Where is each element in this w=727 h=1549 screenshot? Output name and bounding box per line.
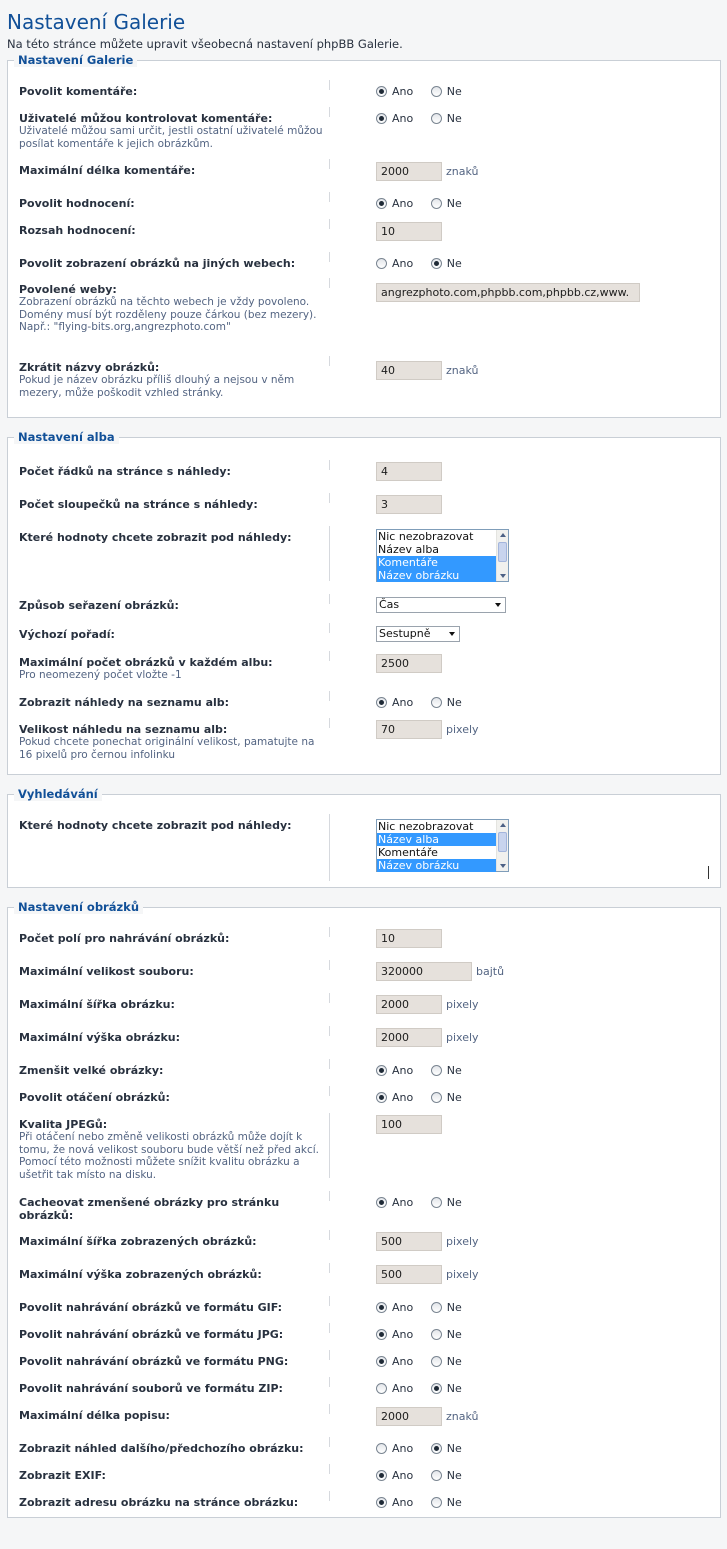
- page-intro: Na této stránce můžete upravit všeobecná nastavení phpBB Galerie.: [7, 37, 403, 51]
- jpeg-quality-input[interactable]: 100: [376, 1115, 442, 1134]
- radio-yes[interactable]: Ano: [376, 197, 413, 210]
- scroll-up-icon: [500, 823, 506, 827]
- setting-label: Povolit nahrávání obrázků ve formátu GIF:: [19, 1301, 283, 1314]
- listbox-option[interactable]: Komentáře: [378, 846, 438, 859]
- radio-no[interactable]: Ne: [431, 197, 462, 210]
- radio-checked-icon: [376, 113, 387, 124]
- rows-per-page-input[interactable]: 4: [376, 462, 442, 481]
- unit-label: pixely: [446, 1268, 479, 1281]
- setting-label: Povolit otáčení obrázků:: [19, 1091, 170, 1104]
- radio-unchecked-icon: [431, 1065, 442, 1076]
- listbox-scrollbar[interactable]: [496, 820, 508, 871]
- setting-label: Počet řádků na stránce s náhledy:: [19, 465, 231, 478]
- medium-height-input[interactable]: 500: [376, 1265, 442, 1284]
- setting-label: Povolit nahrávání souborů ve formátu ZIP:: [19, 1382, 283, 1395]
- upload-fields-input[interactable]: 10: [376, 929, 442, 948]
- radio-yes[interactable]: Ano: [376, 1469, 413, 1482]
- setting-label: Cacheovat zmenšené obrázky pro stránku obrázků:: [19, 1196, 280, 1222]
- radio-unchecked-icon: [431, 1197, 442, 1208]
- radio-yes[interactable]: Ano: [376, 1382, 413, 1395]
- setting-label: Počet polí pro nahrávání obrázků:: [19, 932, 230, 945]
- radio-unchecked-icon: [431, 697, 442, 708]
- sort-method-select[interactable]: Čas: [376, 597, 506, 613]
- setting-label: Počet sloupečků na stránce s náhledy:: [19, 498, 258, 511]
- unit-label: znaků: [446, 165, 479, 178]
- radio-no[interactable]: Ne: [431, 1091, 462, 1104]
- radio-yes[interactable]: Ano: [376, 112, 413, 125]
- radio-checked-icon: [431, 258, 442, 269]
- max-width-input[interactable]: 2000: [376, 995, 442, 1014]
- setting-label: Maximální šířka zobrazených obrázků:: [19, 1235, 257, 1248]
- setting-label: Maximální velikost souboru:: [19, 965, 194, 978]
- listbox-option[interactable]: Název obrázku: [377, 569, 496, 582]
- radio-unchecked-icon: [376, 1443, 387, 1454]
- listbox-scrollbar[interactable]: [496, 530, 508, 581]
- radio-yes[interactable]: Ano: [376, 1355, 413, 1368]
- radio-no[interactable]: Ne: [431, 696, 462, 709]
- listbox-option[interactable]: Název alba: [377, 833, 496, 846]
- max-height-input[interactable]: 2000: [376, 1028, 442, 1047]
- radio-checked-icon: [376, 86, 387, 97]
- setting-explain: Při otáčení nebo změně velikosti obrázků může dojít k tomu, že nová velikost souboru bude větší než před akcí. Pomocí této možnosti můžete snížit kvalitu obrázku a ušetřit tak místo na disku.: [19, 1131, 320, 1181]
- radio-no[interactable]: Ne: [431, 257, 462, 270]
- page-title: Nastavení Galerie: [7, 10, 186, 34]
- radio-unchecked-icon: [431, 198, 442, 209]
- setting-label: Povolit zobrazení obrázků na jiných webech:: [19, 257, 296, 270]
- setting-explain: Zobrazení obrázků na těchto webech je vždy povoleno. Domény musí být rozděleny pouze čárkou (bez mezery). Např.: "flying-bits.org,angrezphoto.com": [19, 296, 317, 333]
- radio-no[interactable]: Ne: [431, 85, 462, 98]
- radio-checked-icon: [376, 1065, 387, 1076]
- radio-no[interactable]: Ne: [431, 1328, 462, 1341]
- radio-unchecked-icon: [431, 1470, 442, 1481]
- search-thumb-display-listbox[interactable]: [376, 819, 509, 872]
- unit-label: pixely: [446, 1031, 479, 1044]
- unit-label: znaků: [446, 364, 479, 377]
- radio-yes[interactable]: Ano: [376, 1064, 413, 1077]
- chevron-down-icon: [449, 632, 455, 636]
- radio-no[interactable]: Ne: [431, 1196, 462, 1209]
- radio-yes[interactable]: Ano: [376, 1301, 413, 1314]
- unit-label: pixely: [446, 998, 479, 1011]
- section-legend-album: Nastavení alba: [14, 430, 119, 444]
- setting-label: Výchozí pořadí:: [19, 628, 115, 641]
- setting-explain: Pokud je název obrázku příliš dlouhý a nejsou v něm mezery, může poškodit vzhled stránky.: [19, 374, 295, 399]
- max-filesize-input[interactable]: 320000: [376, 962, 472, 981]
- default-order-select[interactable]: Sestupně: [376, 626, 460, 642]
- radio-unchecked-icon: [431, 86, 442, 97]
- radio-unchecked-icon: [431, 1302, 442, 1313]
- radio-no[interactable]: Ne: [431, 1496, 462, 1509]
- scroll-down-icon: [500, 574, 506, 578]
- radio-checked-icon: [376, 1197, 387, 1208]
- radio-checked-icon: [431, 1383, 442, 1394]
- setting-explain: Pro neomezený počet vložte -1: [19, 669, 182, 681]
- radio-yes[interactable]: Ano: [376, 1091, 413, 1104]
- radio-checked-icon: [376, 1470, 387, 1481]
- radio-checked-icon: [376, 1302, 387, 1313]
- radio-checked-icon: [376, 697, 387, 708]
- setting-label: Maximální délka komentáře:: [19, 164, 196, 177]
- comment-max-length-input[interactable]: 2000: [376, 162, 442, 181]
- max-images-input[interactable]: 2500: [376, 654, 442, 673]
- radio-unchecked-icon: [431, 1497, 442, 1508]
- setting-label: Způsob seřazení obrázků:: [19, 599, 179, 612]
- unit-label: pixely: [446, 1235, 479, 1248]
- setting-label: Zobrazit EXIF:: [19, 1469, 106, 1482]
- text-cursor: [708, 866, 709, 879]
- radio-unchecked-icon: [431, 113, 442, 124]
- radio-yes[interactable]: Ano: [376, 1196, 413, 1209]
- radio-yes[interactable]: Ano: [376, 257, 413, 270]
- setting-label: Maximální počet obrázků v každém albu:: [19, 656, 273, 669]
- setting-label: Povolit nahrávání obrázků ve formátu JPG:: [19, 1328, 284, 1341]
- radio-checked-icon: [376, 1356, 387, 1367]
- chevron-down-icon: [495, 603, 501, 607]
- setting-label: Které hodnoty chcete zobrazit pod náhledy:: [19, 531, 292, 544]
- shorten-names-input[interactable]: 40: [376, 361, 442, 380]
- setting-label: Povolené weby:: [19, 283, 117, 296]
- section-legend-search: Vyhledávání: [14, 787, 102, 801]
- listbox-option[interactable]: Nic nezobrazovat: [378, 530, 474, 543]
- setting-label: Maximální výška zobrazených obrázků:: [19, 1268, 262, 1281]
- album-settings-section: [7, 430, 721, 775]
- listbox-option[interactable]: Název alba: [378, 543, 440, 556]
- radio-no[interactable]: Ne: [431, 1442, 462, 1455]
- setting-label: Zmenšit velké obrázky:: [19, 1064, 164, 1077]
- image-settings-section: [7, 900, 721, 1518]
- medium-width-input[interactable]: 500: [376, 1232, 442, 1251]
- radio-checked-icon: [376, 1092, 387, 1103]
- setting-label: Uživatelé můžou kontrolovat komentáře:: [19, 112, 273, 125]
- radio-checked-icon: [376, 1497, 387, 1508]
- setting-label: Maximální délka popisu:: [19, 1409, 170, 1422]
- radio-yes[interactable]: Ano: [376, 85, 413, 98]
- radio-unchecked-icon: [431, 1092, 442, 1103]
- allowed-sites-input[interactable]: angrezphoto.com,phpbb.com,phpbb.cz,www.: [376, 283, 640, 302]
- radio-yes[interactable]: Ano: [376, 1496, 413, 1509]
- radio-yes[interactable]: Ano: [376, 1442, 413, 1455]
- setting-explain: Pokud chcete ponechat originální velikost, pamatujte na 16 pixelů pro černou infolinku: [19, 736, 315, 761]
- setting-label: Povolit nahrávání obrázků ve formátu PNG:: [19, 1355, 289, 1368]
- radio-yes[interactable]: Ano: [376, 1328, 413, 1341]
- setting-label: Zobrazit náhled dalšího/předchozího obrázku:: [19, 1442, 304, 1455]
- gallery-settings-section: [7, 53, 721, 418]
- setting-label: Maximální šířka obrázku:: [19, 998, 175, 1011]
- scroll-up-icon: [500, 533, 506, 537]
- setting-label: Rozsah hodnocení:: [19, 224, 136, 237]
- radio-no[interactable]: Ne: [431, 112, 462, 125]
- setting-label: Zobrazit adresu obrázku na stránce obrázku:: [19, 1496, 299, 1509]
- section-legend-gallery: Nastavení Galerie: [14, 53, 137, 67]
- radio-checked-icon: [376, 1329, 387, 1340]
- setting-label: Povolit komentáře:: [19, 85, 138, 98]
- radio-no[interactable]: Ne: [431, 1301, 462, 1314]
- desc-length-input[interactable]: 2000: [376, 1407, 442, 1426]
- rating-range-input[interactable]: 10: [376, 222, 442, 241]
- listbox-option[interactable]: Komentáře: [377, 556, 496, 569]
- radio-checked-icon: [431, 1443, 442, 1454]
- radio-no[interactable]: Ne: [431, 1469, 462, 1482]
- radio-unchecked-icon: [431, 1356, 442, 1367]
- radio-no[interactable]: Ne: [431, 1064, 462, 1077]
- radio-yes[interactable]: Ano: [376, 696, 413, 709]
- setting-label: Zobrazit náhledy na seznamu alb:: [19, 696, 230, 709]
- setting-label: Kvalita JPEGů:: [19, 1118, 108, 1131]
- listbox-option[interactable]: Název obrázku: [377, 859, 496, 872]
- setting-label: Které hodnoty chcete zobrazit pod náhledy:: [19, 819, 292, 832]
- unit-label: pixely: [446, 723, 479, 736]
- radio-unchecked-icon: [376, 1383, 387, 1394]
- radio-unchecked-icon: [431, 1329, 442, 1340]
- thumb-size-input[interactable]: 70: [376, 720, 442, 739]
- setting-label: Povolit hodnocení:: [19, 197, 135, 210]
- radio-no[interactable]: Ne: [431, 1382, 462, 1395]
- listbox-option[interactable]: Nic nezobrazovat: [378, 820, 474, 833]
- cols-per-page-input[interactable]: 3: [376, 495, 442, 514]
- setting-label: Velikost náhledu na seznamu alb:: [19, 723, 228, 736]
- unit-label: znaků: [446, 1410, 479, 1423]
- unit-label: bajtů: [476, 965, 505, 978]
- setting-label: Maximální výška obrázku:: [19, 1031, 181, 1044]
- setting-label: Zkrátit názvy obrázků:: [19, 361, 160, 374]
- radio-no[interactable]: Ne: [431, 1355, 462, 1368]
- section-legend-images: Nastavení obrázků: [14, 900, 143, 914]
- radio-unchecked-icon: [376, 258, 387, 269]
- radio-checked-icon: [376, 198, 387, 209]
- scroll-down-icon: [500, 864, 506, 868]
- thumb-display-listbox[interactable]: [376, 529, 509, 582]
- setting-explain: Uživatelé můžou sami určit, jestli ostatní uživatelé můžou posílat komentáře k jejich obrázkům.: [19, 125, 323, 150]
- search-settings-section: [7, 787, 721, 888]
